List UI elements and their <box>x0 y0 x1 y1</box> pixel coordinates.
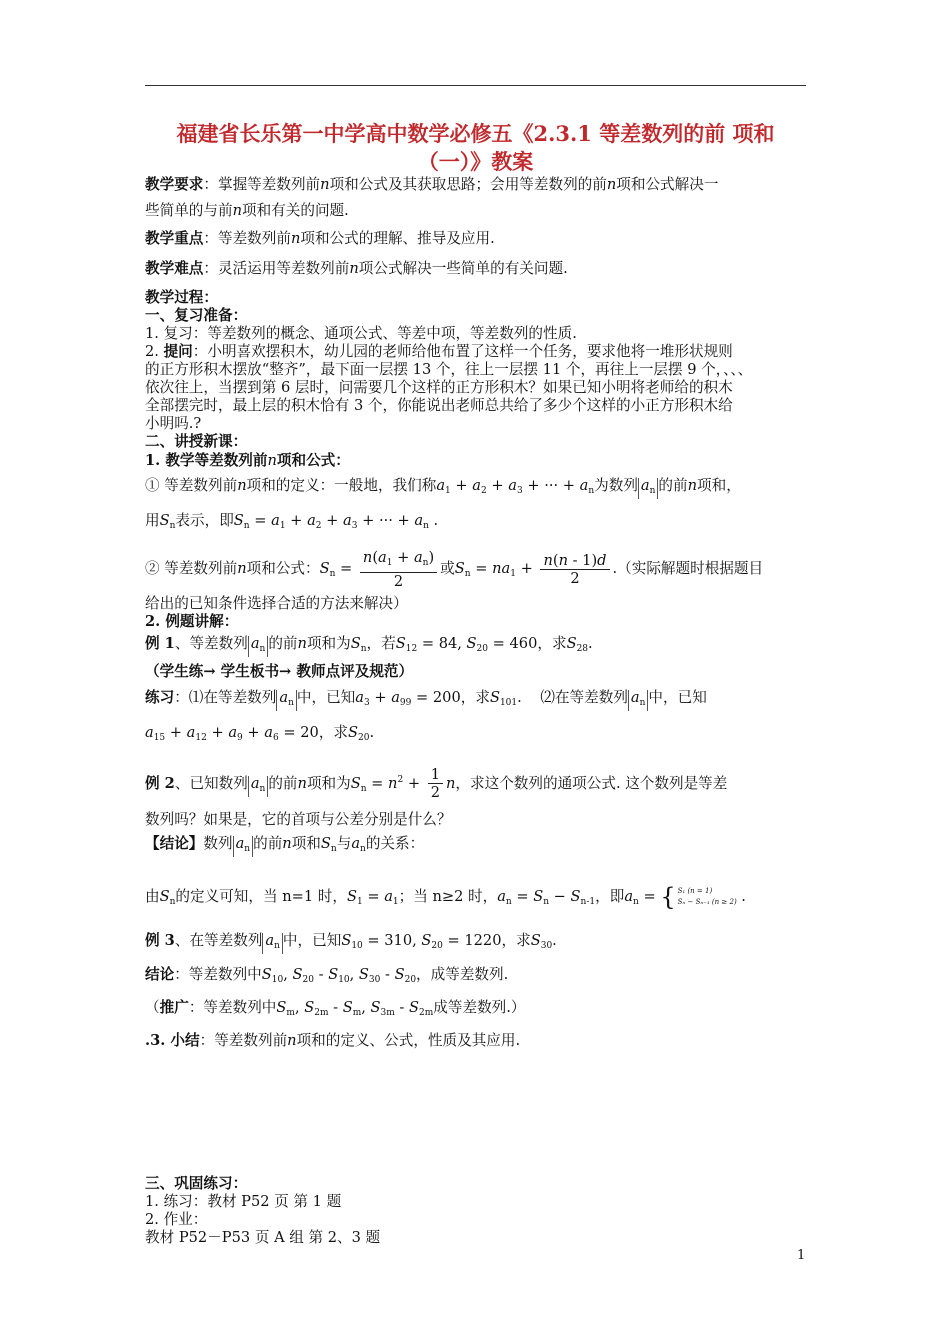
document-title <box>145 120 806 176</box>
examples-heading: 2. 例题讲解： <box>145 613 239 630</box>
relation-line: 由$S_n$的定义可知，当 n=1 时，$S_1 = a_1$；当 n≥2 时，$a_n = S_n - S_{n-1}$，即$a_n$ = { S₁ (n = 1) Sₙ − Sₙ₋₁ (n ≥ 2) . <box>145 882 746 911</box>
subsection-1: 1. 教学等差数列前n项和公式： <box>145 452 350 469</box>
top-rule <box>145 85 806 86</box>
consolidation-item-3: 教材 P52－P53 页 A 组 第 2、3 题 <box>145 1228 381 1246</box>
generalization: （推广：等差数列中$S_m$, $S_{2m} - S_m$, $S_{3m} - S_{2m}$成等差数列.） <box>145 998 526 1018</box>
consolidation-item-1: 1. 练习：教材 P52 页 第 1 题 <box>145 1192 342 1210</box>
title-line-1: 福建省长乐第一中学高中数学必修五《2.3.1 等差数列的前 项和 <box>176 121 775 146</box>
consolidation-heading: 三、巩固练习： <box>145 1174 248 1192</box>
review-item-2: 2. 提问：小明喜欢摆积木，幼儿园的老师给他布置了这样一个任务，要求他将一堆形状规则 <box>145 343 733 360</box>
teaching-flow-note: （学生练→ 学生板书→ 教师点评及规范） <box>145 663 414 680</box>
teaching-focus: 教学重点：等差数列前n项和公式的理解、推导及应用. <box>145 230 495 247</box>
practice-line: 练习：⑴在等差数列 $a_n$ 中，已知$a_3 + a_{99} = 200$，求$S_{101}$. ⑵在等差数列 $a_n$ 中，已知 <box>145 683 810 718</box>
sum-formula-line: ② 等差数列前n项和公式：$S_n$ = $\frac{n(a_1 + a_n)}{2}$ 或$S_n = na_1$ + $\frac{n(n - 1)d}{2}$ .（实际解题时根据题目 <box>145 548 764 590</box>
teaching-requirements: 教学要求：掌握等差数列前n项和公式及其获取思路；会用等差数列的前n项和公式解决一 <box>145 176 719 193</box>
summary: .3. 小结：等差数列前n项和的定义、公式，性质及其应用. <box>145 1031 521 1049</box>
title-line-2: （一）》教案 <box>417 149 534 174</box>
process-heading: 教学过程： <box>145 289 218 306</box>
teaching-difficulty: 教学难点：灵活运用等差数列前n项公式解决一些简单的有关问题. <box>145 260 568 277</box>
example-1: 例 1、等差数列 $a_n$ 的前n项和为$S_n$，若$S_{12} = 84$, $S_{20} = 460$，求$S_{28}$. <box>145 632 810 661</box>
definition-line: ① 等差数列前n项和的定义：一般地，我们称$a_1 + a_2 + a_3$ + ··· + $a_n$为数列 $a_n$ 的前n项和， <box>145 471 810 506</box>
example-2: 例 2、已知数列 $a_n$ 的前n项和为$S_n = n^2$ + $\frac{1}{2}$ n，求这个数列的通项公式. 这个数列是等差 <box>145 766 728 802</box>
document-body: 教学要求：掌握等差数列前n项和公式及其获取思路；会用等差数列的前n项和公式解决一 些简单的与前n项和有关的问题. 教学重点：等差数列前n项和公式的理解、推导及应用. 教学难点：灵活运用等差数列前n项公式解决一些简单的有关问题. 教学过程： 一、复习准备： 1. 复习：等差数列的概念、通项公式、等差中项，等差数列的性质. 2. 提问：小明喜欢摆积木，幼儿园的老师给他布置了这样一个任务，要求他将一堆形状规则 的正方形积木摆放“整齐”，最下面一层摆 13 个，往上一层摆 11 个，再往上一层摆 9 个，、、、 依次往上，当摆到第 6 层时，问需要几个这样的正方形积木？如果已知小明将老师给的积木 全部摆完时，最上层的积木恰有 3 个，你能说出老师总共给了多少个这样的小正方形积木给 小明吗.? 二、讲授新课： 1. 教学等差数列前n项和公式： ① 等差数列前n项和的定义：一般地，我们称$a_1 + a_2 + a_3$ + ··· + $a_n$为数列 $a_n$ 的前n项和， 用$S_n$表示，即$S_n = a_1 + a_2 + a_3$ + ··· + $a_n$ . ② 等差数列前n项和公式：$S_n$ = $\frac{n(a_1 + a_n)}{2}$ 或$S_n = na_1$ + $\frac{n(n - 1)d}{2}$ .（实际解题时根据题目 给出的已知条件选择合适的方法来解决） 2. 例题讲解： 例 1、等差数列 $a_n$ 的前n项和为$S_n$，若$S_{12} = 84$, $S_{20} = 460$，求$S_{28}$. （学生练→ 学生板书→ 教师点评及规范） 练习：⑴在等差数列 $a_n$ 中，已知$a_3 + a_{99} = 200$，求$S_{101}$. ⑵在等差数列 $a_n$ 中，已知 $a_{15} + a_{12} + a_9 + a_6 = 20$，求$S_{20}$. 例 2、已知数列 $a_n$ 的前n项和为$S_n = n^2$ + $\frac{1}{2}$ n，求这个数列的通项公式. 这个数列是等差 数列吗？如果是，它的首项与公差分别是什么？ 【结论】数列 $a_n$ 的前n项和$S_n$与$a_n$的关系： 由$S_n$的定义可知，当 n=1 时，$S_1 = a_1$；当 n≥2 时，$a_n = S_n - S_{n-1}$，即$a_n$ = { S₁ (n = 1) Sₙ − Sₙ₋₁ (n ≥ 2) . 例 3、在等差数列 $a_n$ 中，已知$S_{10} = 310$, $S_{20} = 1220$，求$S_{30}$. 结论：等差数列中$S_{10}$, $S_{20} - S_{10}$, $S_{30} - S_{20}$，成等差数列. （推广：等差数列中$S_m$, $S_{2m} - S_m$, $S_{3m} - S_{2m}$成等差数列.） .3. 小结：等差数列前n项和的定义、公式，性质及其应用. 三、巩固练习： 1. 练习：教材 P52 页 第 1 题 2. 作业： 教材 P52－P53 页 A 组 第 2、3 题 <box>145 172 810 1247</box>
new-lesson-heading: 二、讲授新课： <box>145 433 248 450</box>
example-3: 例 3、在等差数列 $a_n$ 中，已知$S_{10} = 310$, $S_{20} = 1220$，求$S_{30}$. <box>145 926 810 961</box>
conclusion-1: 【结论】数列 $a_n$ 的前n项和$S_n$与$a_n$的关系： <box>145 830 810 863</box>
review-item-1: 1. 复习：等差数列的概念、通项公式、等差中项，等差数列的性质. <box>145 325 577 342</box>
conclusion-2: 结论：等差数列中$S_{10}$, $S_{20} - S_{10}$, $S_{30} - S_{20}$，成等差数列. <box>145 965 509 985</box>
review-heading: 一、复习准备： <box>145 307 248 324</box>
page-number: 1 <box>797 1248 806 1263</box>
consolidation-item-2: 2. 作业： <box>145 1210 208 1228</box>
